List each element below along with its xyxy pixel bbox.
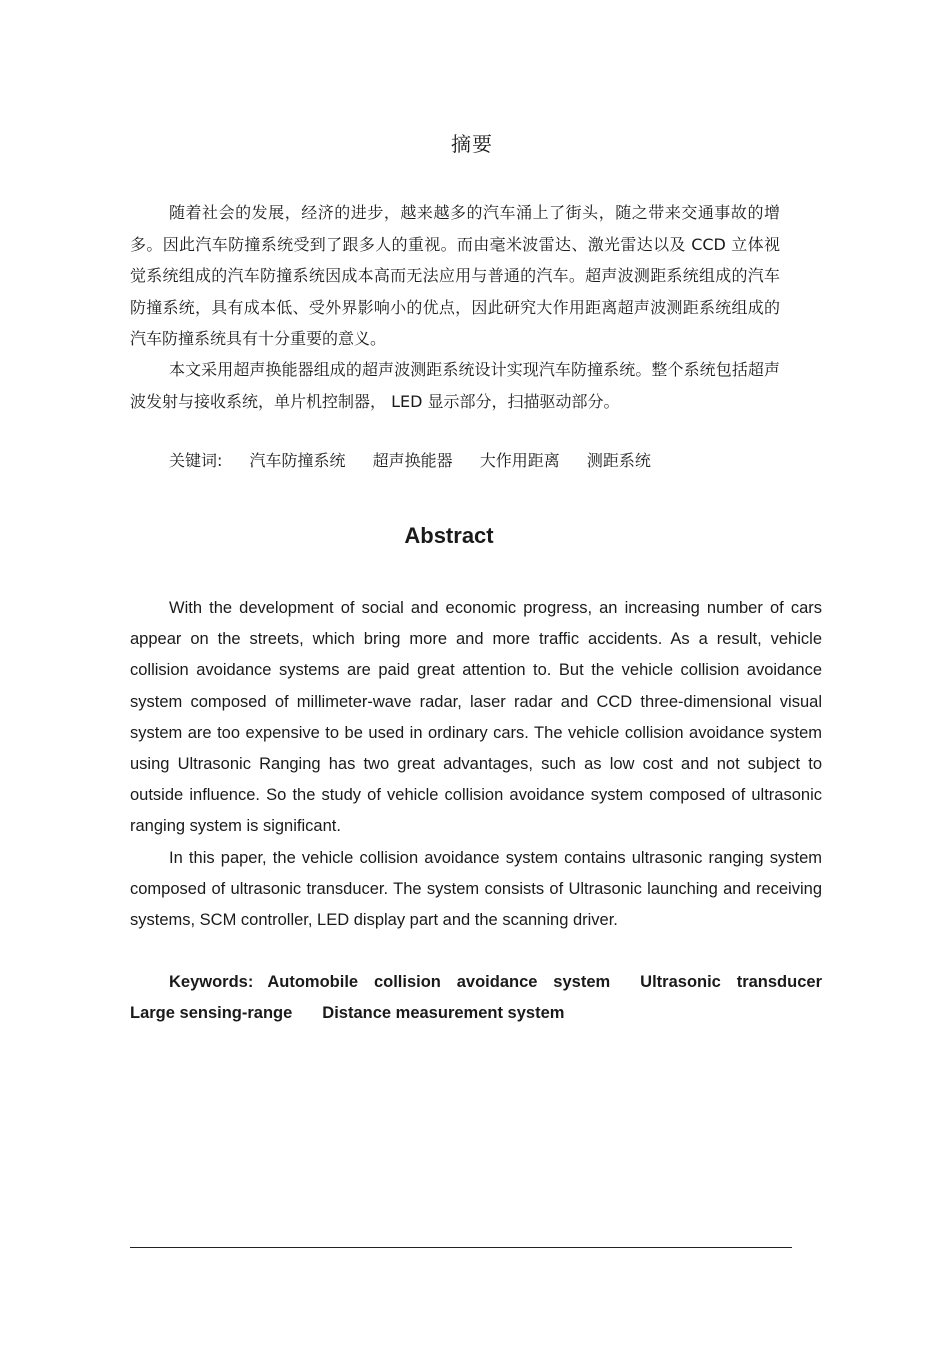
chinese-abstract-paragraph-1: 随着社会的发展，经济的进步，越来越多的汽车涌上了街头，随之带来交通事故的增多。因此汽车防撞系统受到了跟多人的重视。而由毫米波雷达、激光雷达以及 CCD 立体视觉系统组成的汽车防撞系统因成本高而无法应用与普通的汽车。超声波测距系统组成的汽车防撞系统，具有成本低、受外界影响小的优点，因此研究大作用距离超声波测距系统组成的汽车防撞系统具有十分重要的意义。 (130, 203, 780, 348)
chinese-keyword: 汽车防撞系统 (249, 451, 346, 470)
chinese-abstract-paragraph-2: 本文采用超声换能器组成的超声波测距系统设计实现汽车防撞系统。整个系统包括超声波发射与接收系统，单片机控制器， LED 显示部分，扫描驱动部分。 (130, 360, 780, 411)
english-abstract-paragraph-1: With the development of social and economic progress, an increasing number of cars appear on the streets, which bring more and more traffic accidents. As a result, vehicle collision avoidance systems are paid great attention to. But the vehicle collision avoidance system composed of millimeter-wave radar, laser radar and CCD three-dimensional visual system are too expensive to be used in ordinary cars. The vehicle collision avoidance system using Ultrasonic Ranging has two great advantages, such as low cost and not subject to outside influence. So the study of vehicle collision avoidance system composed of ultrasonic ranging system is significant. (130, 599, 822, 836)
english-keyword: Ultrasonic transducer (640, 973, 822, 991)
chinese-keywords-label: 关键词: (169, 451, 223, 470)
chinese-keyword: 测距系统 (586, 451, 651, 470)
chinese-keyword: 大作用距离 (479, 451, 560, 470)
chinese-keywords-line (169, 448, 651, 471)
english-keyword: Large sensing-range (130, 1004, 293, 1023)
english-keyword: Automobile collision avoidance system (267, 973, 611, 991)
footer-divider-line (130, 1247, 792, 1248)
english-keyword: Distance measurement system (322, 1004, 565, 1023)
chinese-keyword: 超声换能器 (372, 451, 453, 470)
english-abstract-title: Abstract (404, 523, 494, 548)
english-abstract-paragraph-2: In this paper, the vehicle collision avoidance system contains ultrasonic ranging system composed of ultrasonic transducer. The system consists of Ultrasonic launching and receiving systems, SCM controller, LED display part and the scanning driver. (130, 849, 822, 930)
english-keywords-label: Keywords: (169, 973, 254, 991)
english-keywords-line (130, 967, 822, 1029)
chinese-abstract-title: 摘要 (451, 132, 493, 156)
